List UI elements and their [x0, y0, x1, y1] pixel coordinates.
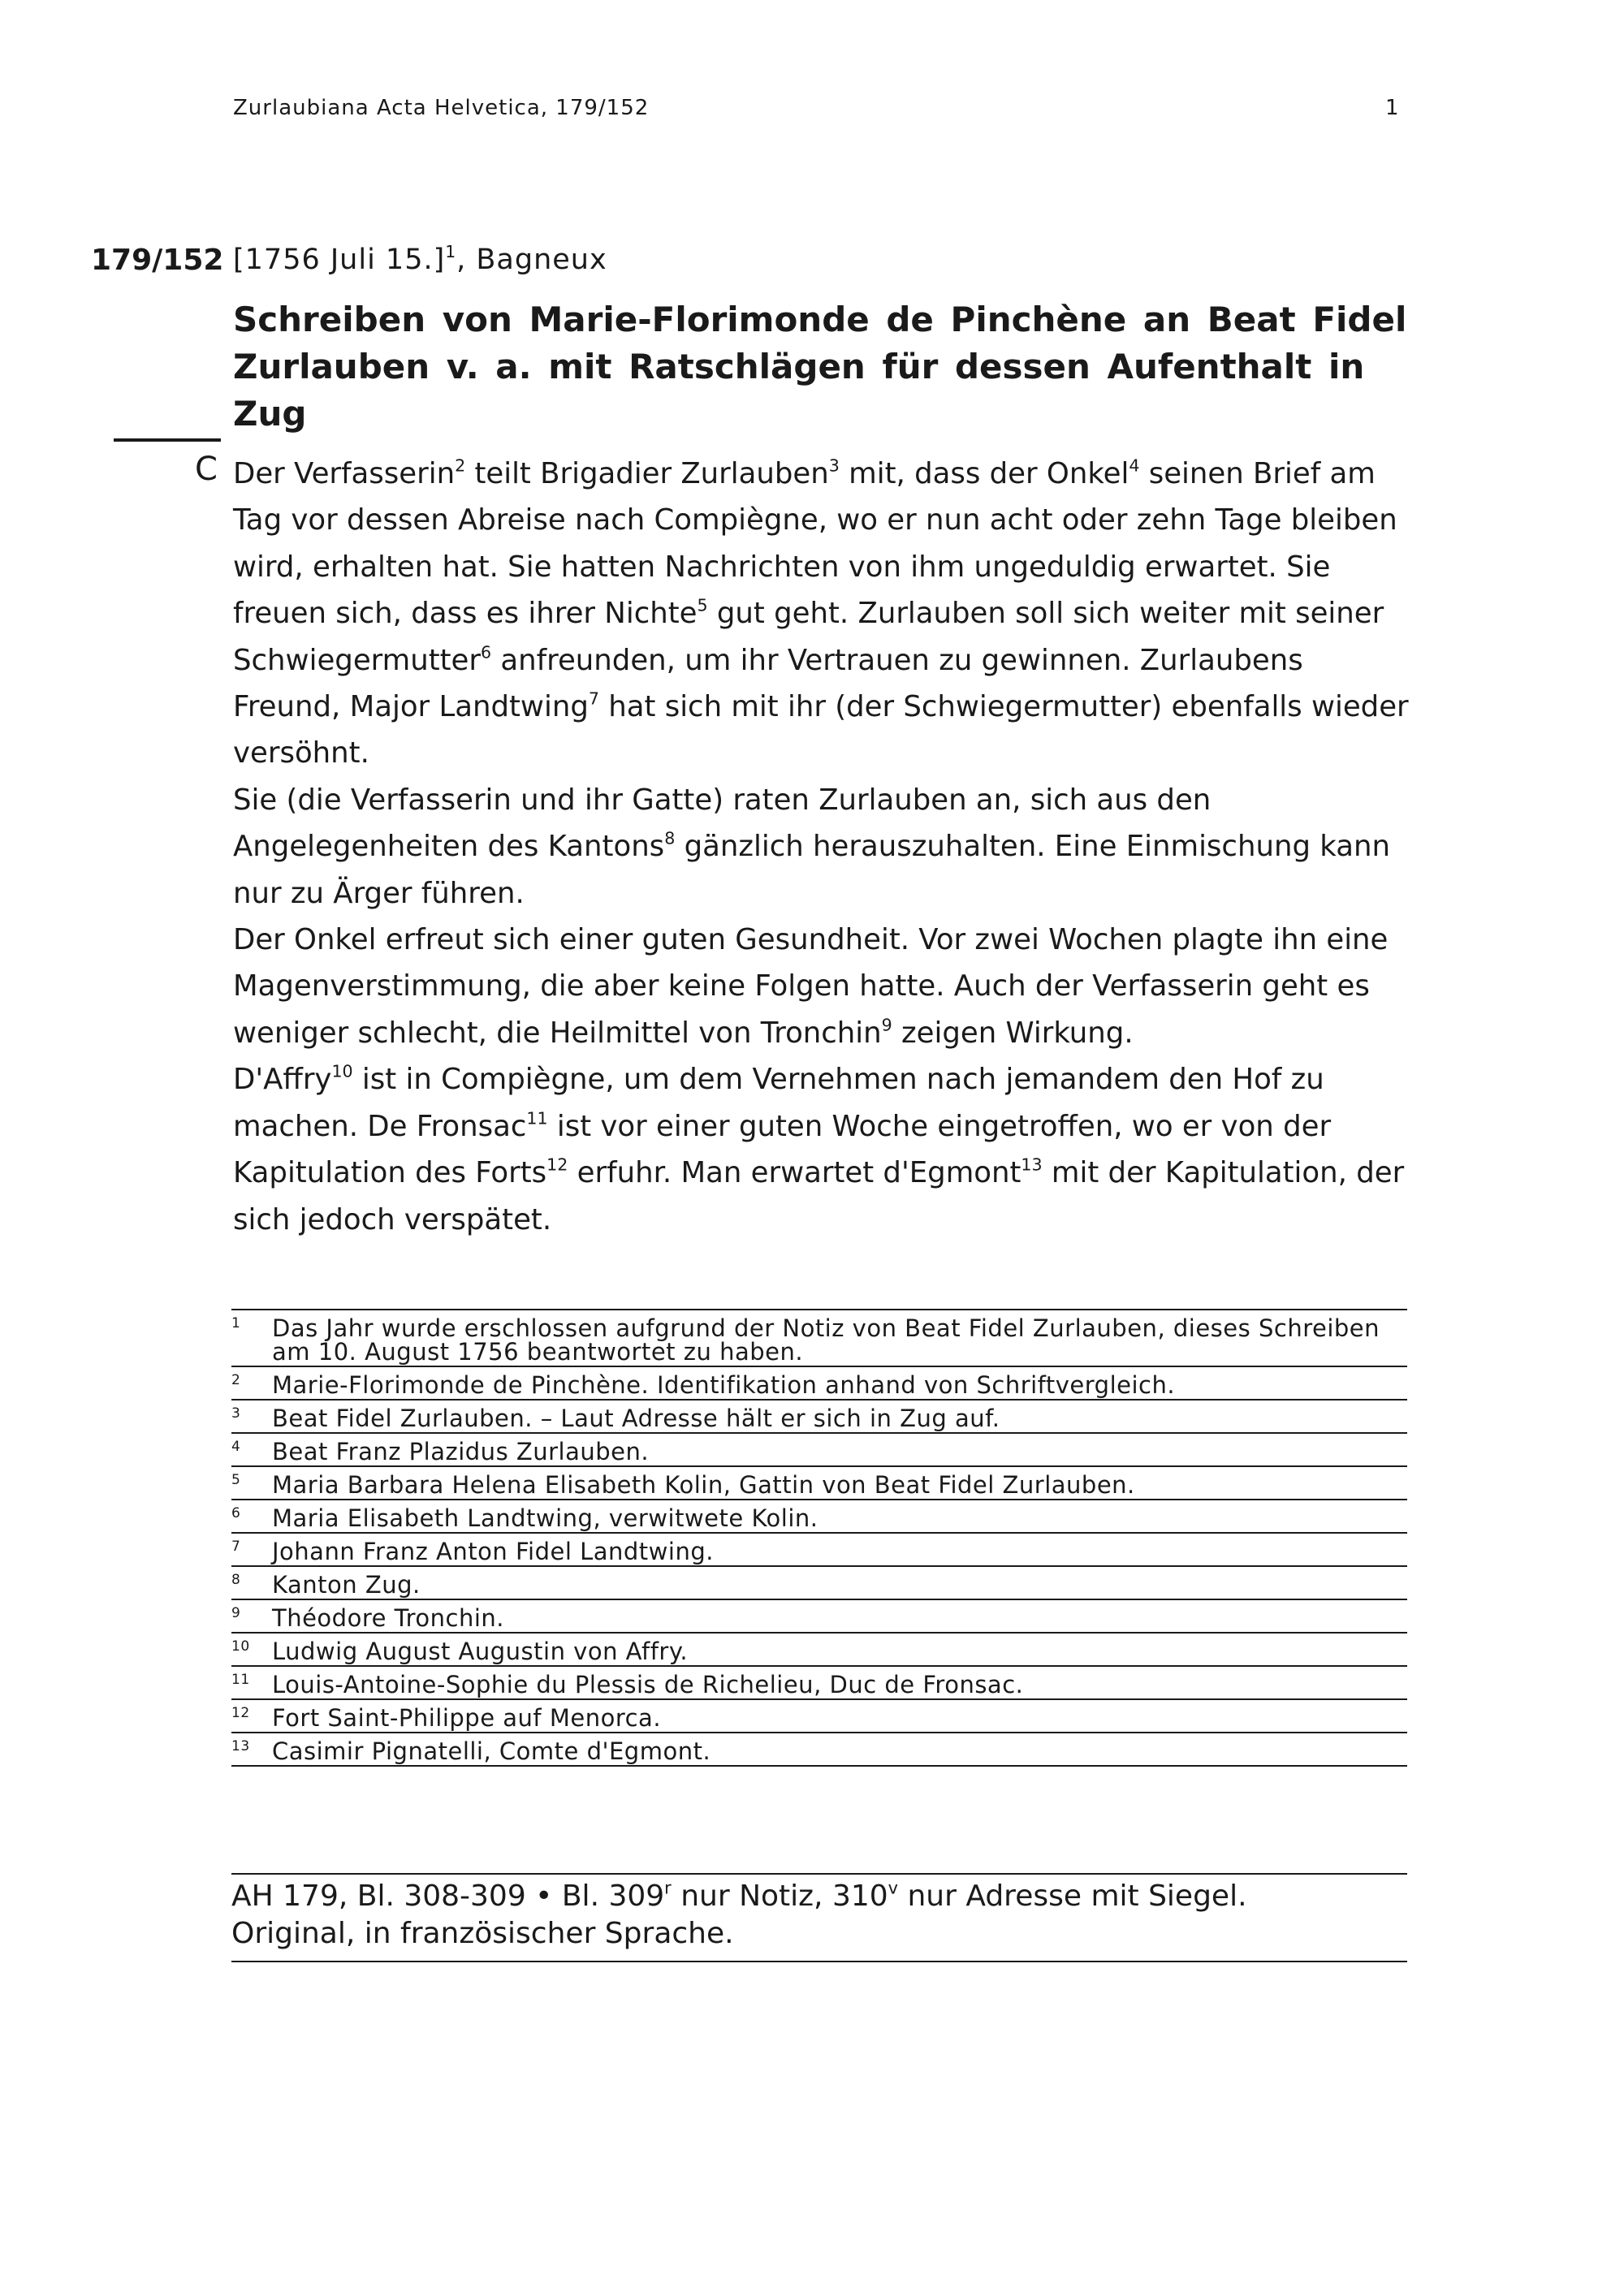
- footnote-number: 6: [231, 1505, 241, 1521]
- footnote-number: 8: [231, 1572, 241, 1588]
- footnote-text: Ludwig August Augustin von Affry.: [272, 1638, 689, 1665]
- footnote-number: 5: [231, 1472, 241, 1488]
- document-number: 179/152: [91, 244, 224, 277]
- source-reference: [231, 1873, 1407, 1962]
- footnote-ref-3[interactable]: 3: [828, 455, 840, 476]
- source-line-2: Original, in französischer Sprache.: [231, 1917, 734, 1950]
- footnote-item: [231, 1400, 1407, 1434]
- footnote-item: [231, 1467, 1407, 1500]
- footnote-ref-2[interactable]: 2: [455, 455, 466, 476]
- source-folio-verso: v: [888, 1878, 899, 1898]
- summary-text: mit, dass der Onkel: [839, 457, 1129, 490]
- footnote-text: Maria Elisabeth Landtwing, verwitwete Kolin.: [272, 1504, 818, 1532]
- summary-text: teilt Brigadier Zurlauben: [465, 457, 829, 490]
- document-date-place: [233, 241, 607, 276]
- footnote-number: 3: [231, 1405, 241, 1422]
- footnote-text: Johann Franz Anton Fidel Landtwing.: [272, 1538, 714, 1565]
- footnote-item: [231, 1667, 1407, 1700]
- footnote-ref-9[interactable]: 9: [881, 1015, 892, 1035]
- summary-text: gänzlich herauszuhalten. Eine Einmischung kann nur zu Ärger führen.: [233, 830, 1390, 910]
- footnote-ref-11[interactable]: 11: [526, 1108, 548, 1129]
- footnote-item: [231, 1733, 1407, 1767]
- footnote-item: [231, 1367, 1407, 1400]
- summary-text: Der Onkel erfreut sich einer guten Gesundheit. Vor zwei Wochen plagte ihn eine Magenverstimmung, die aber keine Folgen hatte. Auch der Verfasserin geht es weniger schlecht, die Heilmittel von Tronchin: [233, 923, 1389, 1050]
- footnote-number: 11: [231, 1672, 250, 1688]
- summary-text: Sie (die Verfasserin und ihr Gatte) raten Zurlauben an, sich aus den Angelegenheiten des Kantons: [233, 783, 1212, 864]
- footnote-ref-10[interactable]: 10: [331, 1061, 353, 1081]
- footnote-number: 9: [231, 1605, 241, 1621]
- footnote-ref-12[interactable]: 12: [546, 1154, 568, 1175]
- summary-paragraph-1: [233, 451, 1410, 777]
- footnote-ref-7[interactable]: 7: [588, 688, 599, 709]
- footnote-ref-4[interactable]: 4: [1129, 455, 1140, 476]
- footnote-item: [231, 1534, 1407, 1567]
- footnote-text: Kanton Zug.: [272, 1571, 421, 1599]
- summary-text: D'Affry: [233, 1063, 332, 1097]
- footnote-text: Maria Barbara Helena Elisabeth Kolin, Gattin von Beat Fidel Zurlauben.: [272, 1471, 1135, 1499]
- footnote-text: Beat Franz Plazidus Zurlauben.: [272, 1438, 650, 1465]
- running-head: Zurlaubiana Acta Helvetica, 179/152: [233, 96, 650, 120]
- footnote-item: [231, 1567, 1407, 1600]
- document-title: Schreiben von Marie-Florimonde de Pinchène an Beat Fidel Zurlauben v. a. mit Ratschlägen für dessen Aufenthalt in Zug: [233, 300, 1407, 434]
- footnote-item: [231, 1700, 1407, 1733]
- summary-text: hat sich mit ihr (der Schwiegermutter) ebenfalls wieder versöhnt.: [233, 690, 1409, 770]
- footnote-item: [231, 1310, 1407, 1367]
- footnote-number: 1: [231, 1315, 241, 1331]
- footnote-number: 4: [231, 1439, 241, 1455]
- footnote-text: Das Jahr wurde erschlossen aufgrund der Notiz von Beat Fidel Zurlauben, dieses Schreiben am 10. August 1756 beantwortet zu haben.: [272, 1314, 1380, 1366]
- footnote-text: Marie-Florimonde de Pinchène. Identifikation anhand von Schriftvergleich.: [272, 1371, 1176, 1399]
- summary-text: Der Verfasserin: [233, 457, 456, 490]
- source-text: nur Adresse mit Siegel.: [898, 1880, 1247, 1913]
- footnotes: [231, 1309, 1407, 1767]
- footnote-number: 13: [231, 1738, 250, 1754]
- footnote-item: [231, 1600, 1407, 1634]
- summary-text: anfreunden, um ihr Vertrauen zu gewinnen. Zurlaubens Freund, Major Landtwing: [233, 643, 1303, 724]
- footnote-text: Fort Saint-Philippe auf Menorca.: [272, 1704, 662, 1732]
- summary-text: seinen Brief am Tag vor dessen Abreise nach Compiègne, wo er nun acht oder zehn Tage bleiben wird, erhalten hat. Sie hatten Nachrichten von ihm ungeduldig erwartet. Sie freuen sich, dass es ihrer Nichte: [233, 457, 1397, 631]
- summary-paragraph-3: [233, 917, 1410, 1056]
- summary: [233, 451, 1410, 1243]
- summary-text: mit der Kapitulation, der sich jedoch verspätet.: [233, 1156, 1405, 1236]
- footnote-item: [231, 1500, 1407, 1534]
- document-place: , Bagneux: [456, 244, 607, 276]
- page-number: 1: [1385, 96, 1399, 120]
- footnote-text: Théodore Tronchin.: [272, 1604, 505, 1632]
- margin-rule: [114, 438, 221, 442]
- footnote-ref-1[interactable]: 1: [445, 241, 457, 261]
- document-type-marker: C: [195, 451, 218, 488]
- footnote-ref-5[interactable]: 5: [697, 595, 708, 615]
- footnote-item: [231, 1434, 1407, 1467]
- source-text: nur Notiz, 310: [671, 1880, 888, 1913]
- footnote-text: Casimir Pignatelli, Comte d'Egmont.: [272, 1737, 711, 1765]
- footnote-item: [231, 1634, 1407, 1667]
- source-text: AH 179, Bl. 308-309 • Bl. 309: [231, 1880, 665, 1913]
- summary-text: ist vor einer guten Woche eingetroffen, wo er von der Kapitulation des Forts: [233, 1109, 1332, 1190]
- footnote-number: 12: [231, 1705, 250, 1721]
- summary-paragraph-2: [233, 777, 1410, 917]
- footnote-ref-13[interactable]: 13: [1021, 1154, 1043, 1175]
- source-folio-recto: r: [664, 1878, 672, 1898]
- source-line-1: [231, 1878, 1407, 1915]
- summary-text: ist in Compiègne, um dem Vernehmen nach jemandem den Hof zu machen. De Fronsac: [233, 1063, 1324, 1143]
- document-date: [1756 Juli 15.]: [233, 244, 446, 276]
- footnote-ref-8[interactable]: 8: [664, 828, 676, 848]
- footnote-number: 2: [231, 1372, 241, 1388]
- summary-paragraph-4: [233, 1056, 1410, 1243]
- footnote-number: 7: [231, 1539, 241, 1555]
- footnote-ref-6[interactable]: 6: [481, 642, 492, 662]
- summary-text: erfuhr. Man erwartet d'Egmont: [568, 1156, 1021, 1190]
- footnote-number: 10: [231, 1638, 250, 1655]
- summary-text: gut geht. Zurlauben soll sich weiter mit seiner Schwiegermutter: [233, 597, 1384, 677]
- footnote-text: Louis-Antoine-Sophie du Plessis de Richelieu, Duc de Fronsac.: [272, 1671, 1024, 1698]
- footnote-text: Beat Fidel Zurlauben. – Laut Adresse hält er sich in Zug auf.: [272, 1405, 1000, 1432]
- summary-text: zeigen Wirkung.: [892, 1016, 1134, 1050]
